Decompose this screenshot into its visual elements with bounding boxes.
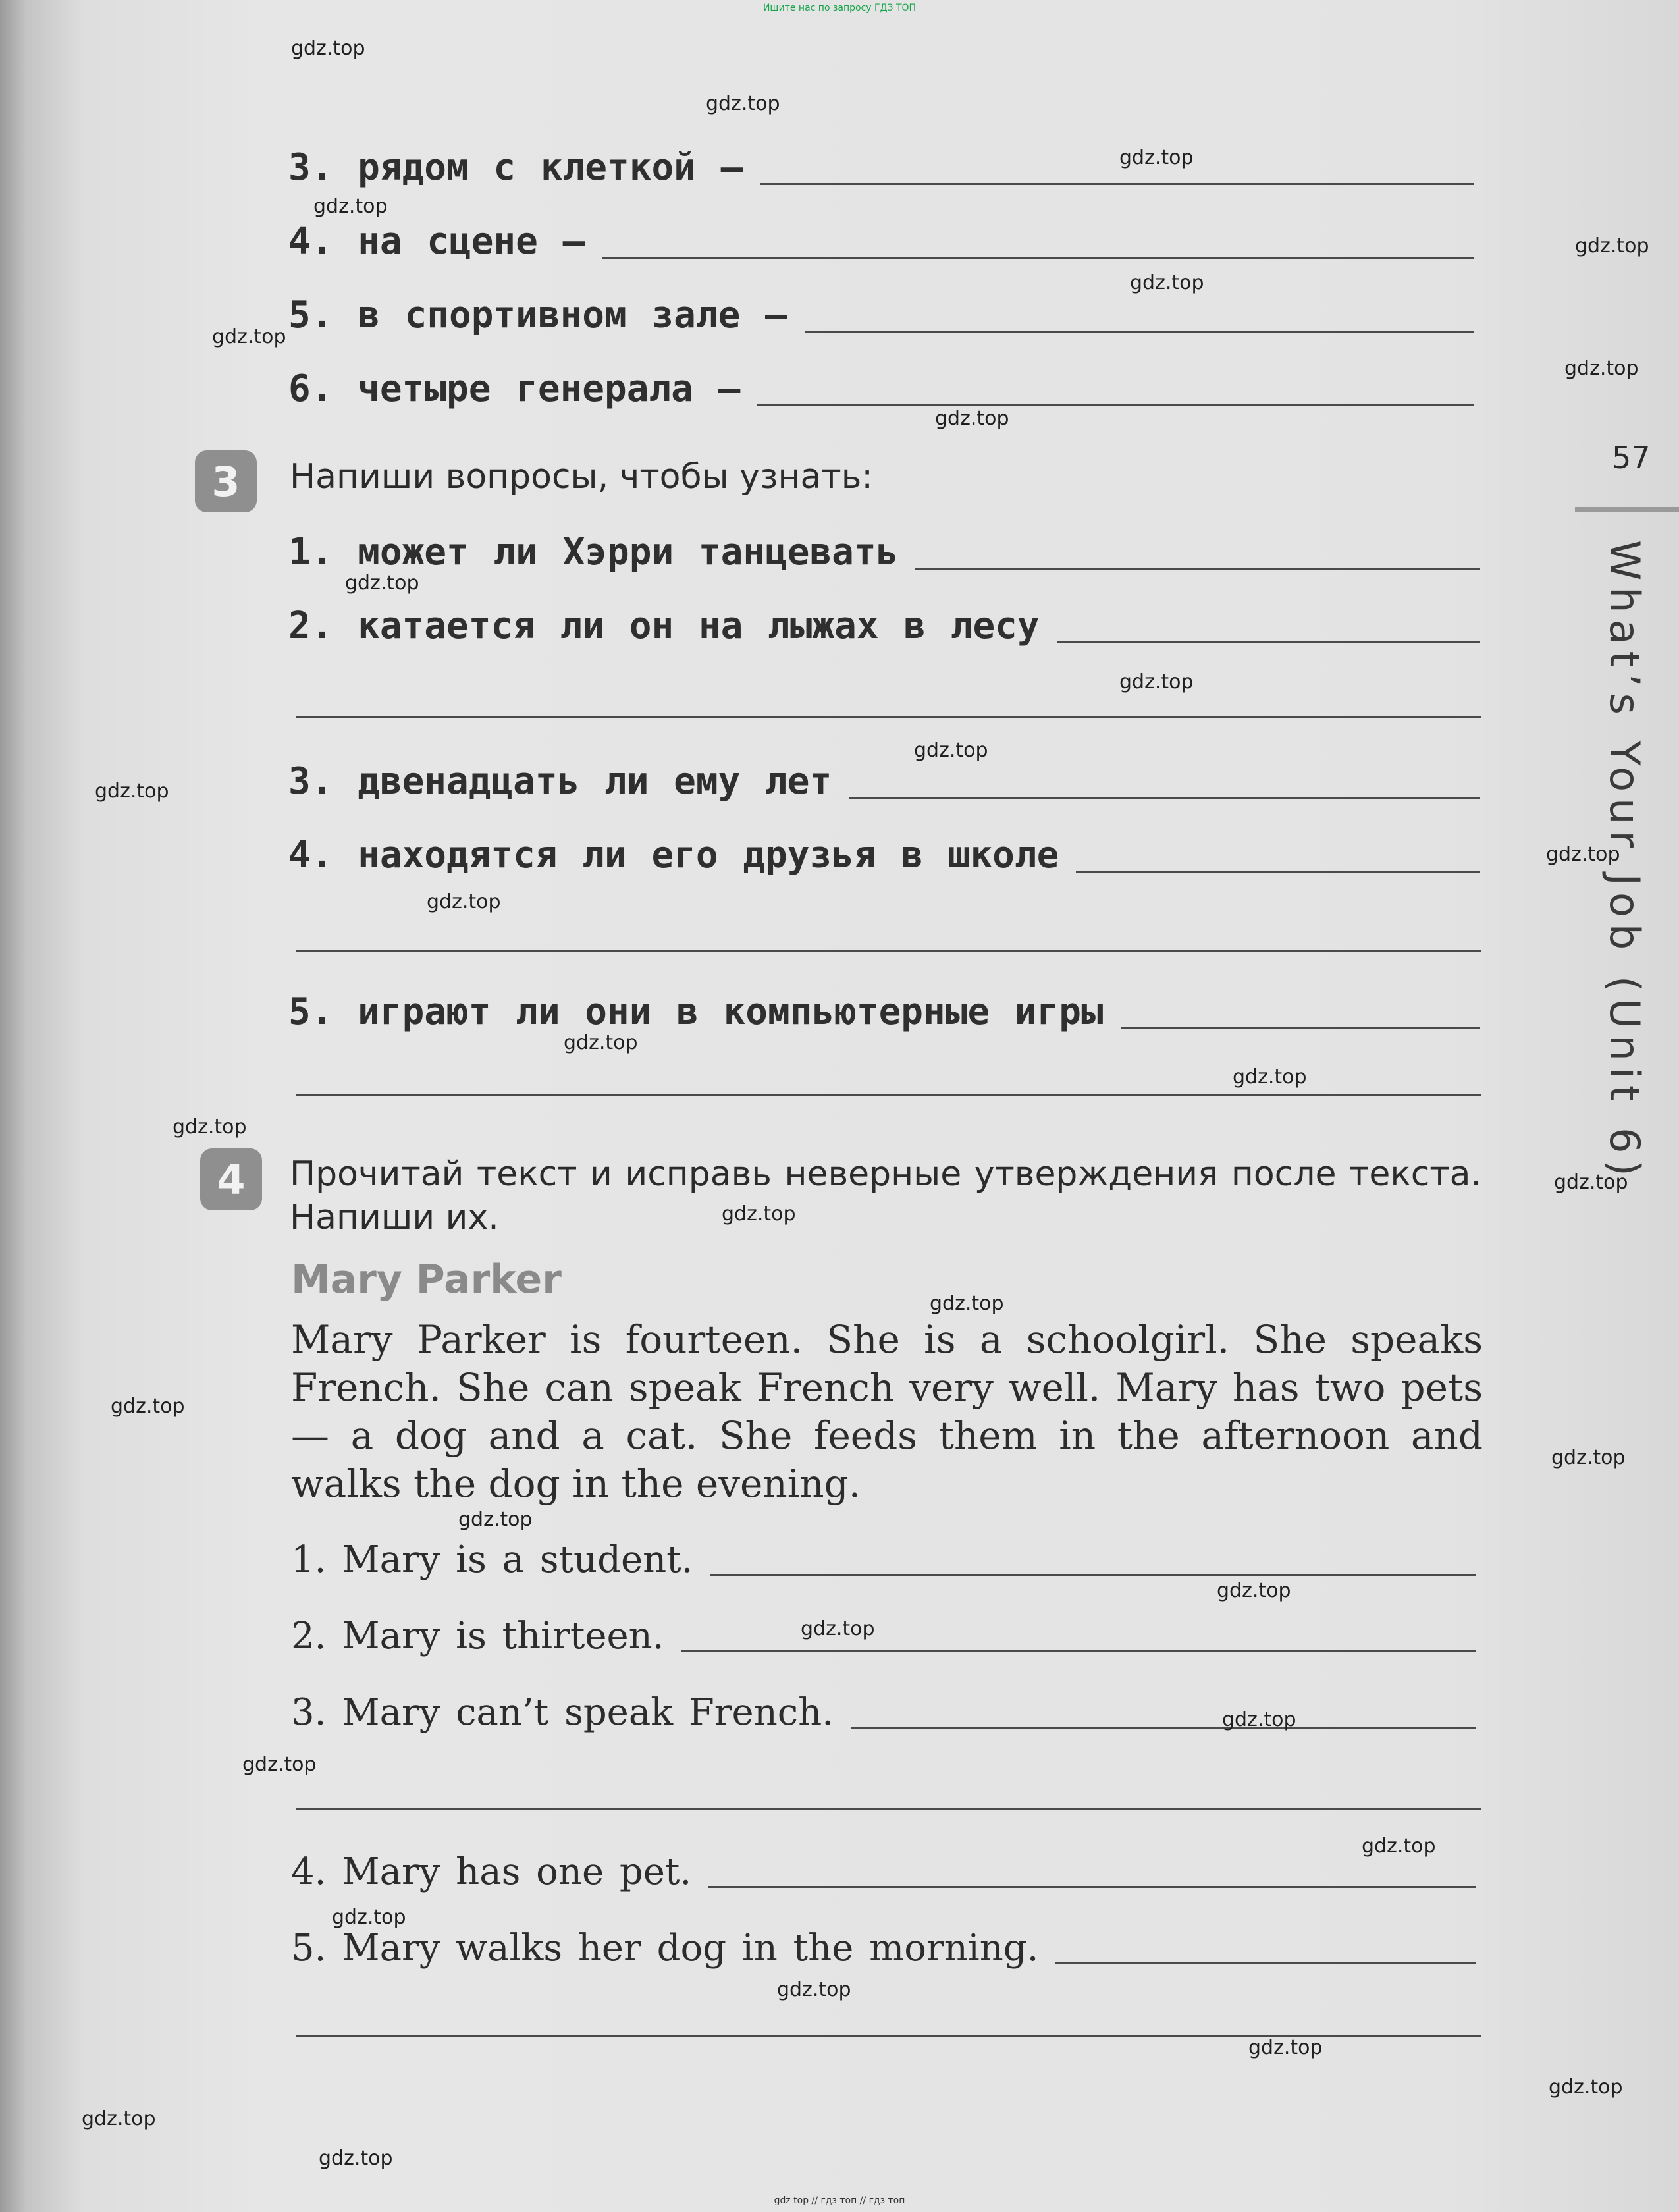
watermark: gdz.top <box>242 1753 317 1776</box>
ex2-item-5: 5. в спортивном зале — <box>288 294 1474 337</box>
answer-line[interactable] <box>849 797 1480 799</box>
watermark: gdz.top <box>1551 1446 1626 1469</box>
answer-line[interactable] <box>681 1650 1476 1652</box>
exercise-4-instruction: Прочитай текст и исправь неверные утверждения после текста. Напиши их. <box>290 1154 1481 1237</box>
answer-line[interactable] <box>757 404 1474 406</box>
watermark: gdz.top <box>345 572 419 595</box>
answer-line[interactable] <box>708 1886 1476 1888</box>
watermark: gdz.top <box>722 1202 796 1226</box>
ex4-item-4: 4. Mary has one pet. <box>291 1850 1476 1893</box>
watermark: gdz.top <box>1233 1066 1307 1089</box>
watermark: gdz.top <box>1119 146 1194 169</box>
story-text: Mary Parker is fourteen. She is a schoolgirl. She speaks French. She can speak French very well. Mary has two pets — a dog and a cat. She feeds them in the afternoon and walks the dog in the evening. <box>291 1317 1483 1506</box>
ex3-item-5: 5. играют ли они в компьютерные игры <box>288 990 1480 1033</box>
watermark: gdz.top <box>95 780 169 803</box>
ex3-item-1: 1. может ли Хэрри танцевать <box>288 531 1480 574</box>
watermark: gdz.top <box>1549 2076 1623 2099</box>
watermark: gdz.top <box>291 37 365 60</box>
watermark: gdz.top <box>930 1292 1004 1315</box>
ex4-item-3: 3. Mary can’t speak French. <box>291 1691 1476 1734</box>
watermark: gdz.top <box>458 1508 533 1531</box>
answer-line[interactable] <box>1057 641 1480 643</box>
watermark: gdz.top <box>1546 843 1620 866</box>
ex2-item-3: 3. рядом с клеткой — <box>288 146 1474 189</box>
answer-line[interactable] <box>1121 1027 1480 1029</box>
watermark: gdz.top <box>1554 1171 1628 1194</box>
watermark: gdz.top <box>1222 1708 1296 1731</box>
ex3-item-3: 3. двенадцать ли ему лет <box>288 760 1480 803</box>
watermark: gdz.top <box>332 1906 406 1929</box>
exercise-3-badge: 3 <box>195 450 257 512</box>
watermark: gdz.top <box>564 1031 638 1054</box>
story-title: Mary Parker <box>291 1256 562 1303</box>
watermark: gdz.top <box>1217 1579 1291 1602</box>
margin-divider <box>1575 507 1679 512</box>
answer-line[interactable] <box>805 331 1474 333</box>
watermark: gdz.top <box>801 1617 875 1640</box>
watermark: gdz.top <box>427 890 501 913</box>
answer-line[interactable] <box>602 257 1474 259</box>
ex3-item-4: 4. находятся ли его друзья в школе <box>288 834 1480 877</box>
watermark: gdz.top <box>111 1395 185 1418</box>
footer: gdz top // гдз топ // гдз топ <box>774 2196 905 2206</box>
answer-line[interactable] <box>915 568 1480 570</box>
answer-line[interactable] <box>296 716 1481 718</box>
ex2-item-6: 6. четыре генерала — <box>288 367 1474 410</box>
watermark: gdz.top <box>1130 271 1204 294</box>
watermark: gdz.top <box>1248 2036 1323 2059</box>
unit-title: What’s Your Job (Unit 6) <box>1601 540 1649 1183</box>
ex4-item-5: 5. Mary walks her dog in the morning. <box>291 1927 1476 1970</box>
answer-line[interactable] <box>296 1808 1481 1810</box>
watermark: gdz.top <box>914 739 988 762</box>
ex3-item-2: 2. катается ли он на лыжах в лесу <box>288 605 1480 647</box>
answer-line[interactable] <box>851 1727 1476 1729</box>
watermark: gdz.top <box>1119 670 1194 693</box>
answer-line[interactable] <box>296 1094 1481 1096</box>
ex2-item-4: 4. на сцене — <box>288 220 1474 263</box>
watermark: gdz.top <box>1575 234 1649 257</box>
ex4-item-1: 1. Mary is a student. <box>291 1538 1476 1581</box>
ex4-item-2: 2. Mary is thirteen. <box>291 1615 1476 1658</box>
watermark: gdz.top <box>777 1978 851 2001</box>
watermark: gdz.top <box>706 92 780 115</box>
watermark: gdz.top <box>935 407 1009 430</box>
watermark: gdz.top <box>1564 357 1639 380</box>
page-number: 57 <box>1612 440 1651 475</box>
watermark: gdz.top <box>319 2147 393 2170</box>
watermark: gdz.top <box>1362 1835 1436 1858</box>
exercise-4-badge: 4 <box>200 1148 262 1210</box>
watermark: gdz.top <box>82 2107 156 2130</box>
top-banner: Ищите нас по запросу ГДЗ ТОП <box>762 3 917 13</box>
answer-line[interactable] <box>710 1574 1476 1576</box>
watermark: gdz.top <box>173 1116 247 1139</box>
answer-line[interactable] <box>760 183 1474 185</box>
watermark: gdz.top <box>212 325 286 348</box>
exercise-3-instruction: Напиши вопросы, чтобы узнать: <box>290 457 873 497</box>
answer-line[interactable] <box>1055 1962 1476 1964</box>
answer-line[interactable] <box>1076 871 1480 873</box>
answer-line[interactable] <box>296 950 1481 952</box>
watermark: gdz.top <box>313 195 388 218</box>
